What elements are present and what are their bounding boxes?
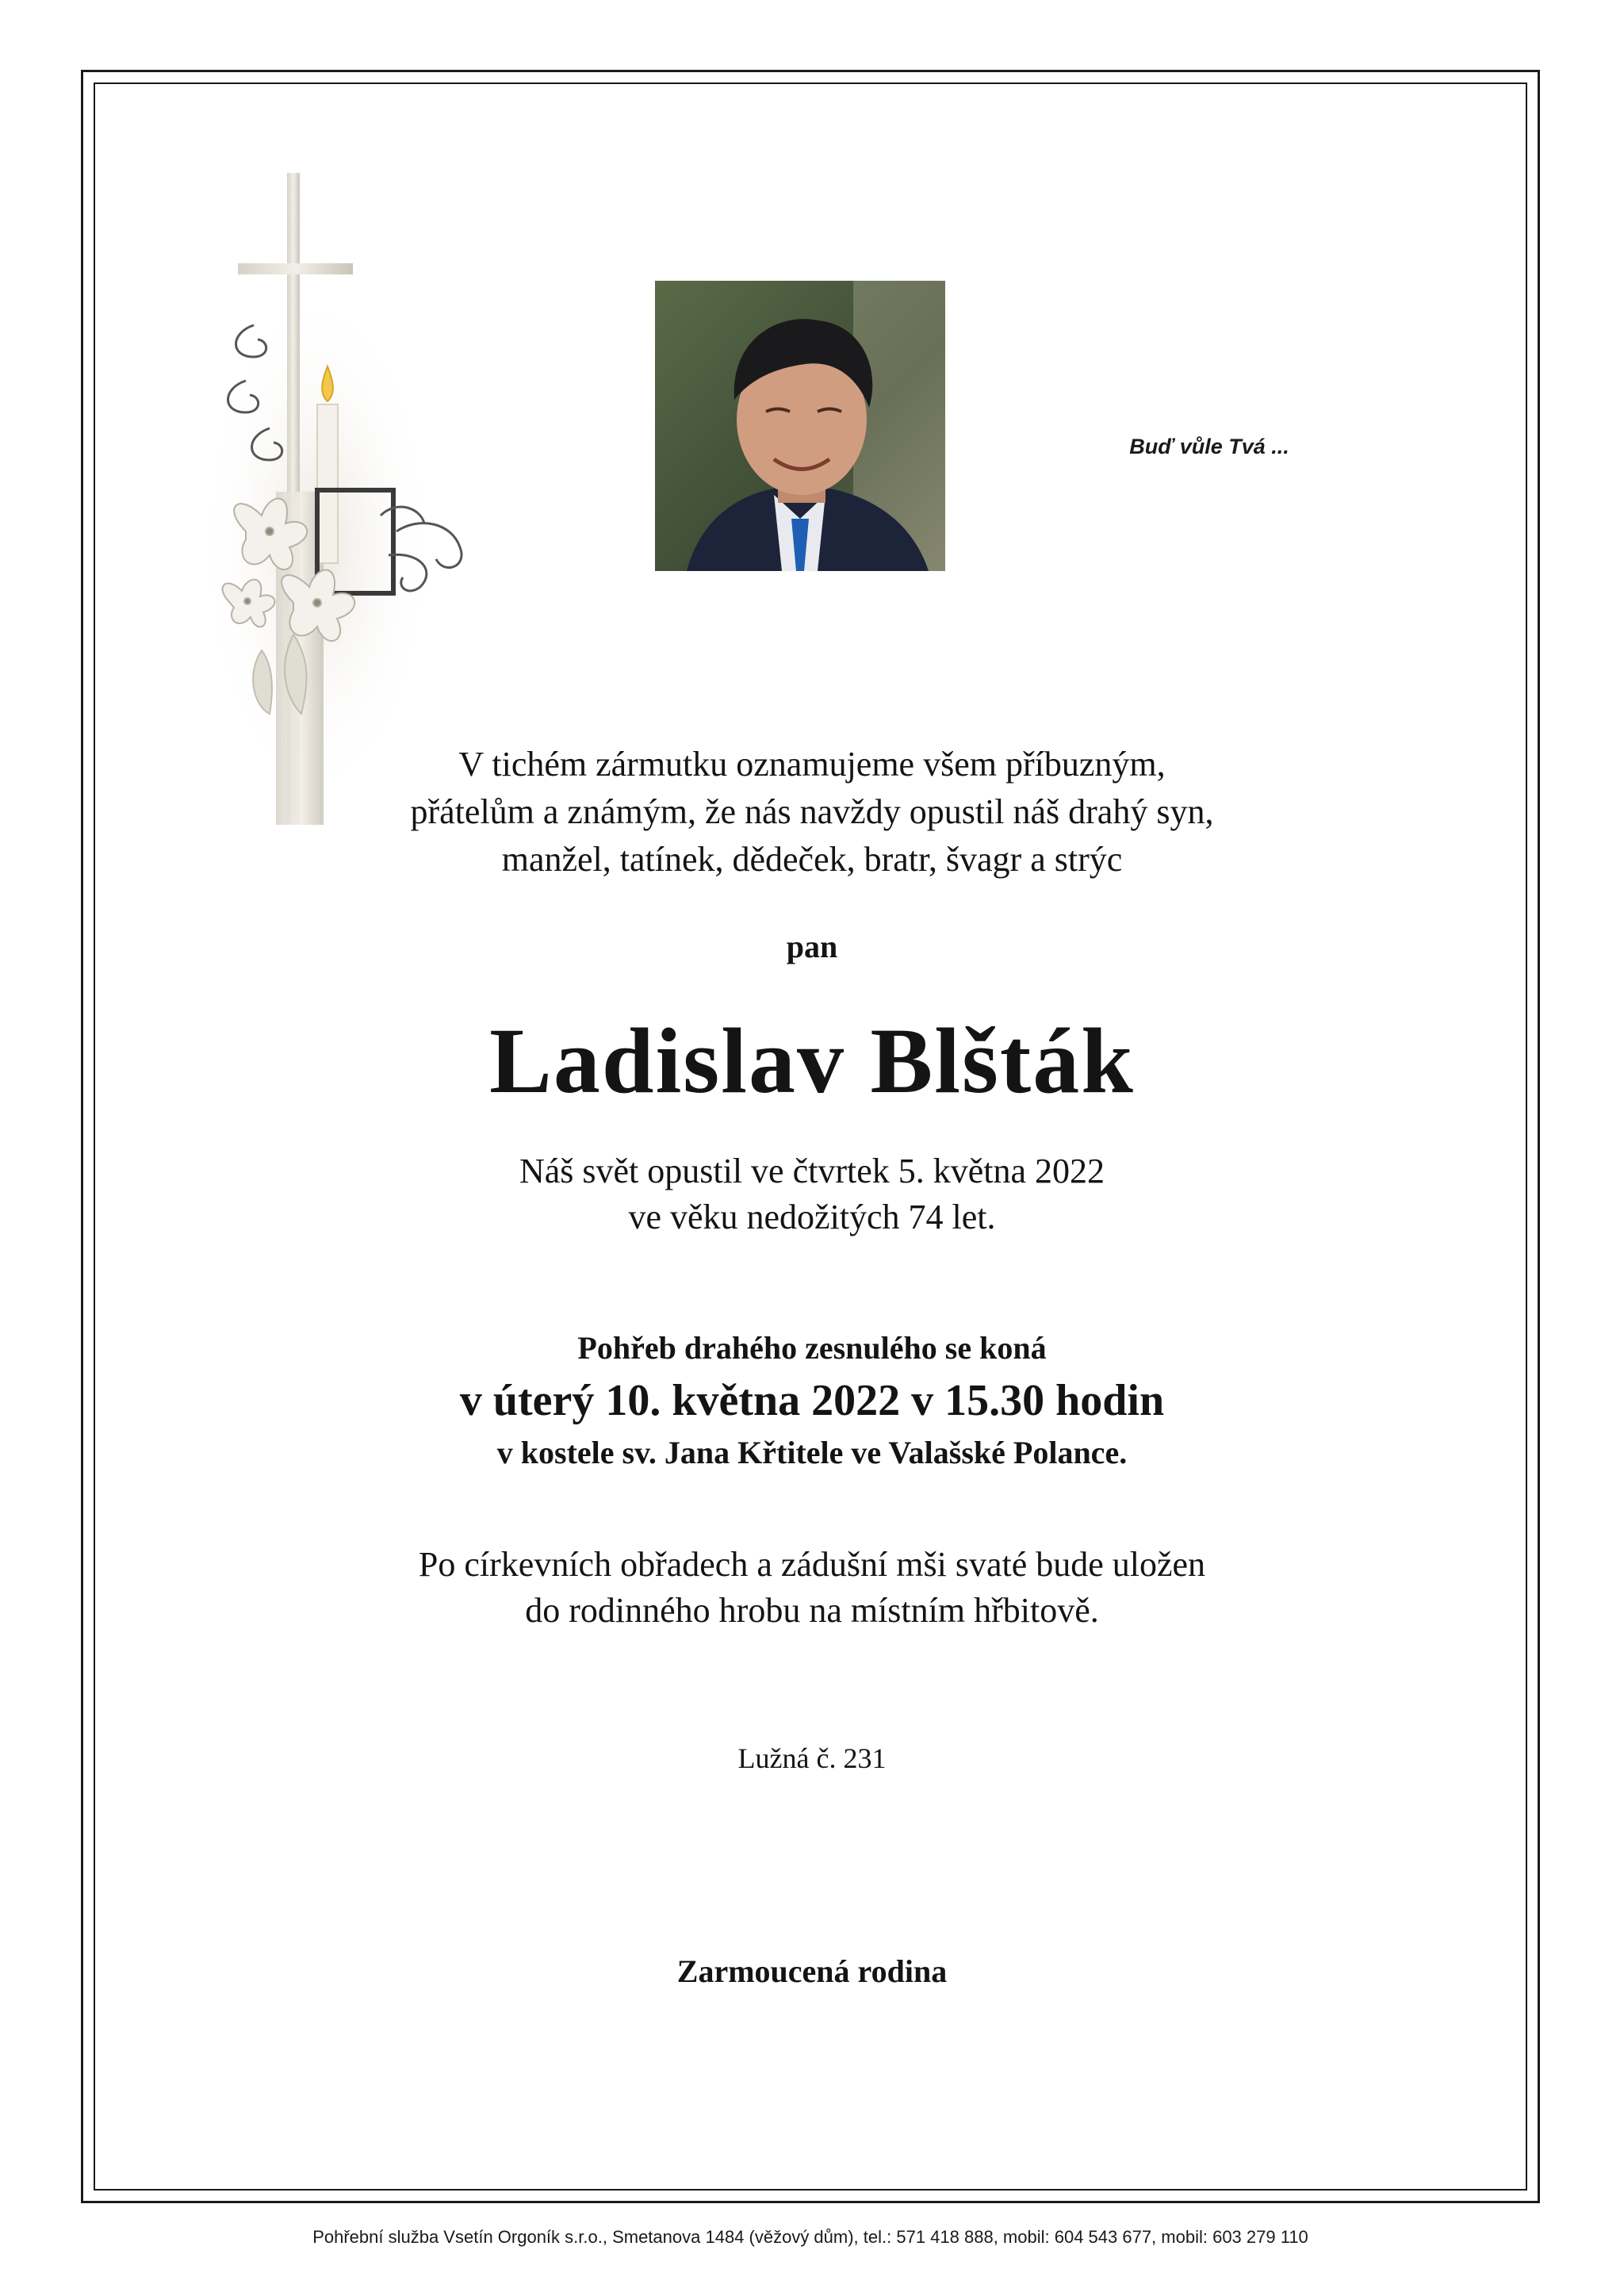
announcement-line: V tichém zármutku oznamujeme všem příbuzným, bbox=[458, 745, 1166, 784]
death-date-line: Náš svět opustil ve čtvrtek 5. května 2022 bbox=[519, 1152, 1105, 1190]
death-info bbox=[238, 1148, 1386, 1240]
burial-line: do rodinného hrobu na místním hřbitově. bbox=[525, 1591, 1099, 1630]
cross-beam bbox=[238, 263, 353, 274]
funeral-intro: Pohřeb drahého zesnulého se koná bbox=[577, 1330, 1047, 1366]
burial-line: Po církevních obřadech a zádušní mši svaté bude uložen bbox=[418, 1545, 1206, 1584]
funeral-date: v úterý 10. května 2022 v 15.30 hodin bbox=[459, 1376, 1165, 1425]
candle bbox=[317, 404, 338, 563]
portrait-photo bbox=[655, 281, 945, 571]
age-line: ve věku nedožitých 74 let. bbox=[628, 1198, 996, 1236]
burial-info bbox=[238, 1542, 1386, 1634]
deceased-name: Ladislav Blšták bbox=[489, 1009, 1135, 1113]
announcement-text bbox=[238, 741, 1386, 884]
address: Lužná č. 231 bbox=[737, 1742, 887, 1774]
announcement-line: manžel, tatínek, dědeček, bratr, švagr a strýc bbox=[501, 840, 1123, 879]
motto: Buď vůle Tvá ... bbox=[1129, 435, 1289, 458]
signature: Zarmoucená rodina bbox=[676, 1953, 948, 1989]
funeral-place: v kostele sv. Jana Křtitele ve Valašské Polance. bbox=[496, 1435, 1128, 1470]
funeral-service-footer: Pohřební služba Vsetín Orgoník s.r.o., Smetanova 1484 (věžový dům), tel.: 571 418 888, mobil: 604 543 677, mobil: 603 279 110 bbox=[312, 2227, 1308, 2247]
honorific: pan bbox=[786, 929, 838, 964]
announcement-line: přátelům a známým, že nás navždy opustil náš drahý syn, bbox=[410, 792, 1214, 831]
